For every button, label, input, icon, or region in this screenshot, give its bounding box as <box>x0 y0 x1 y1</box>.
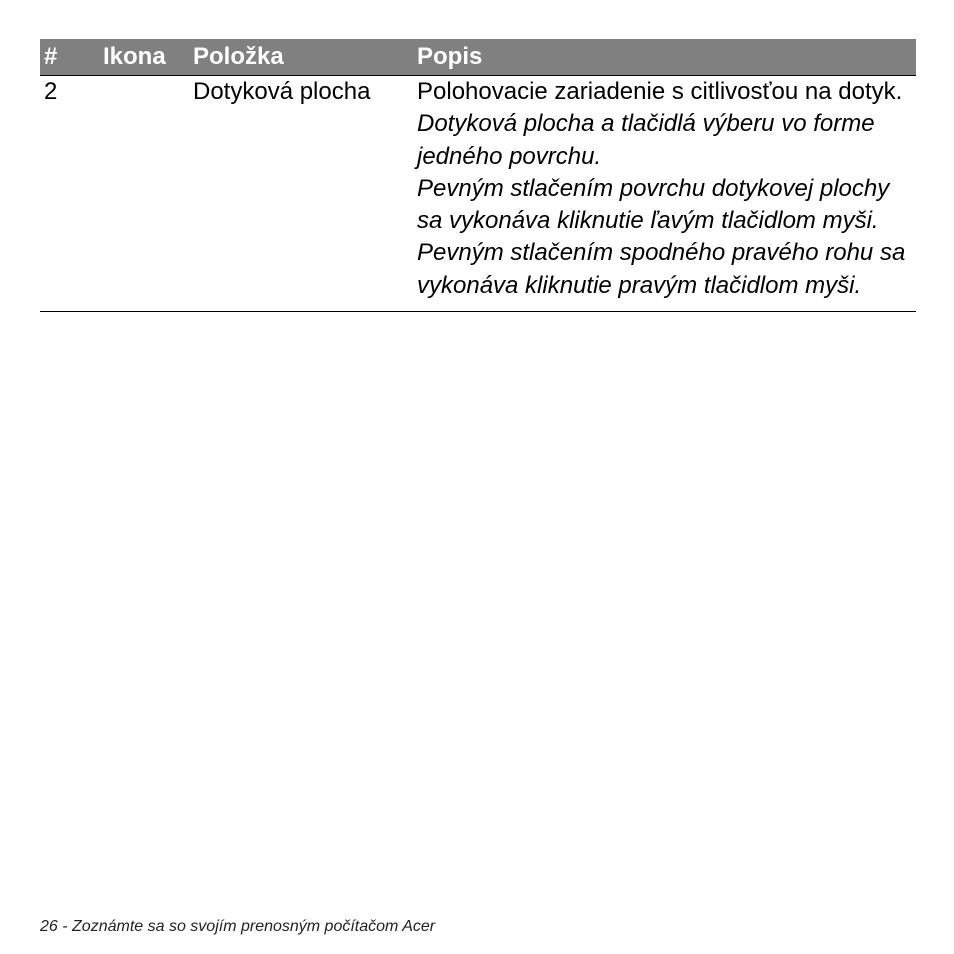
page-footer: 26 - Zoznámte sa so svojím prenosným počítačom Acer <box>40 918 436 935</box>
description-line: Polohovacie zariadenie s citlivosťou na dotyk. <box>417 78 903 105</box>
table-header <box>40 39 916 76</box>
row-description <box>413 76 916 312</box>
description-line: Dotyková plocha a tlačidlá výberu vo forme jedného povrchu. <box>417 110 875 170</box>
description-line: Pevným stlačením povrchu dotykovej plochy sa vykonáva kliknutie ľavým tlačidlom myši. <box>417 174 890 235</box>
row-num: 2 <box>40 76 99 312</box>
row-item: Dotyková plocha <box>189 76 413 312</box>
table-row <box>40 76 916 312</box>
header-description: Popis <box>413 39 916 76</box>
description-line: Pevným stlačením spodného pravého rohu sa vykonáva kliknutie pravým tlačidlom myši. <box>417 239 906 299</box>
header-num: # <box>40 39 99 76</box>
row-icon <box>99 76 189 312</box>
header-icon: Ikona <box>99 39 189 76</box>
feature-table <box>40 39 916 312</box>
header-item: Položka <box>189 39 413 76</box>
header-row <box>40 39 916 76</box>
table-body <box>40 76 916 312</box>
